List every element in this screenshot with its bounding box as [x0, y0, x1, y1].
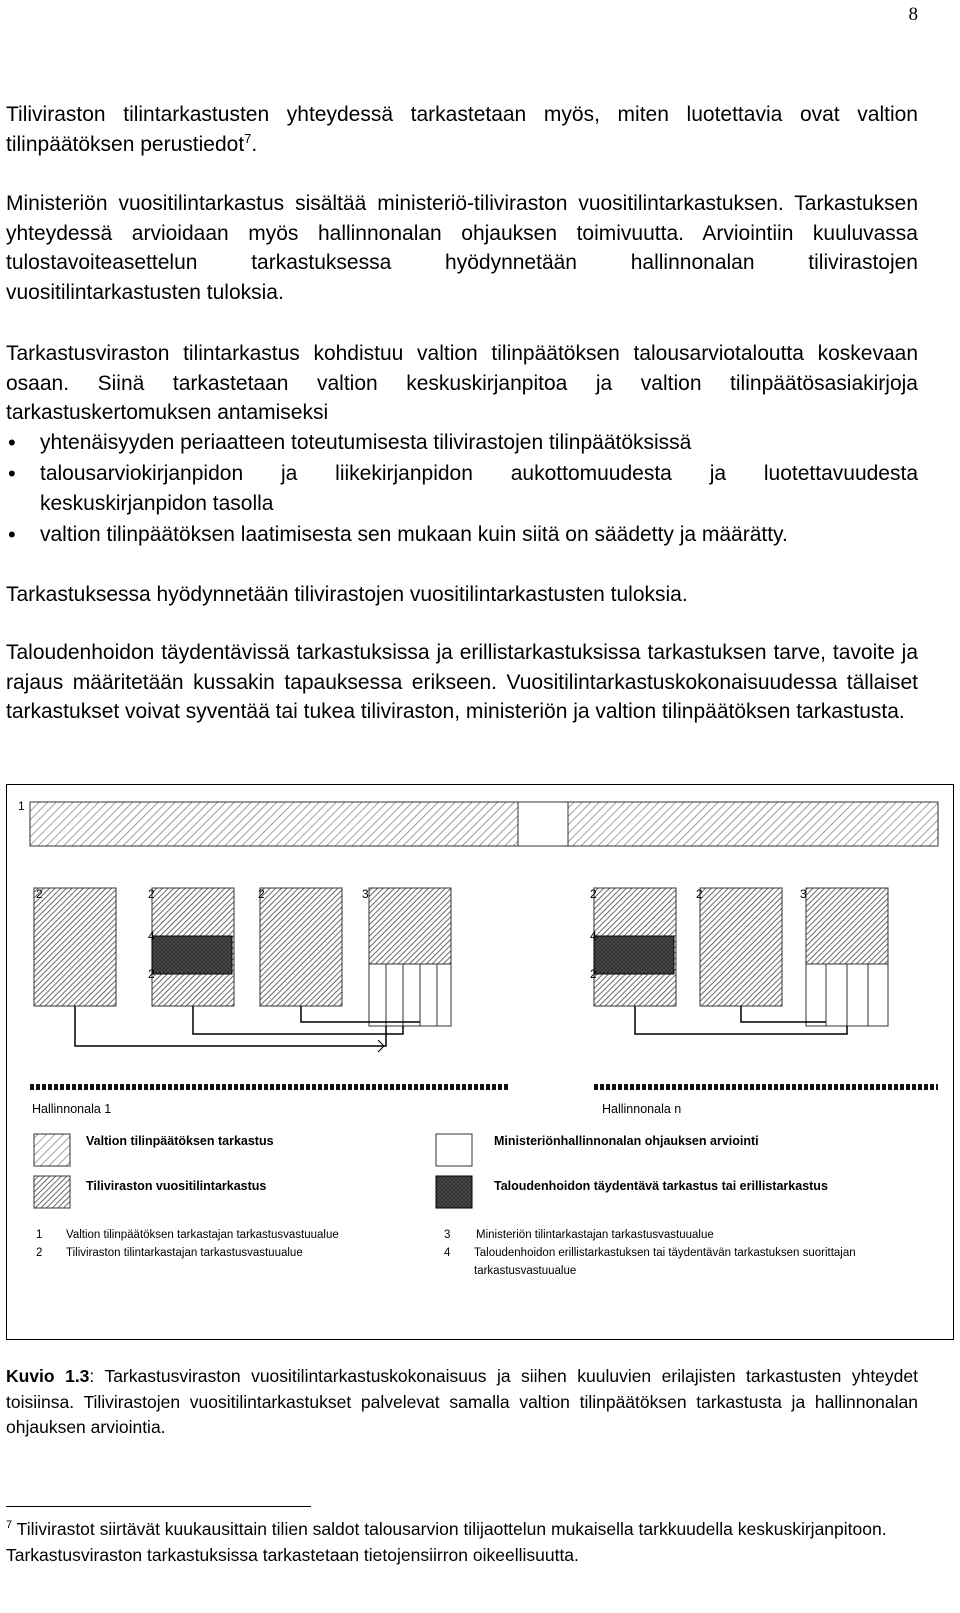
supplementary-audit-box — [594, 936, 674, 974]
note-number: 2 — [36, 1247, 43, 1259]
note-text: Valtion tilinpäätöksen tarkastajan tarkastusvastuualue — [66, 1229, 339, 1241]
paragraph-3-end: Tarkastuksessa hyödynnetään tilivirastojen vuositilintarkastusten tuloksia. — [6, 583, 688, 606]
footnote — [6, 1516, 918, 1568]
legend-swatch-dark — [436, 1176, 472, 1208]
paragraph-1-end: . — [251, 132, 258, 156]
footnote-divider — [6, 1506, 311, 1507]
legend-swatch-white — [436, 1134, 472, 1166]
state-audit-band-right — [568, 802, 938, 846]
footnote-text: Tilivirastot siirtävät kuukausittain tilien saldot talousarvion tilijaottelun mukaisella tarkkuudella keskuskirjanpitoon. Tarkastusviraston tarkastuksissa tarkastetaan tietojensiirron oikeellisuutta. — [6, 1519, 887, 1565]
inner-number: 2 — [148, 967, 155, 981]
note-number: 1 — [36, 1229, 43, 1241]
box-number: 2 — [36, 887, 43, 901]
footnote-mark: 7 — [6, 1519, 13, 1532]
bullet-item: • yhtenäisyyden periaatteen toteutumisesta tilivirastojen tilinpäätöksissä — [6, 428, 918, 459]
figure-audit-structure — [6, 784, 954, 1340]
box-number: 3 — [800, 887, 807, 901]
legend-label: Valtion tilinpäätöksen tarkastus — [86, 1134, 274, 1148]
box-number: 3 — [362, 887, 369, 901]
ministry-gap-box — [518, 802, 568, 846]
caption-text: : Tarkastusviraston vuositilintarkastuskokonaisuus ja siihen kuuluvien erilajisten tarkastusten yhteydet toisiinsa. Tilivirastojen vuositilintarkastukset palvelevat samalla valtion tilinpäätöksen tarkastusta ja hallinnonalan ohjauksen arviointia. — [6, 1366, 918, 1437]
caption-label: Kuvio 1.3 — [6, 1366, 90, 1386]
sector-bar-left — [30, 1084, 508, 1090]
page-number: 8 — [908, 4, 918, 25]
state-audit-band — [30, 802, 518, 846]
note-text: Tiliviraston tilintarkastajan tarkastusvastuualue — [66, 1247, 303, 1259]
inner-number: 4 — [590, 929, 597, 943]
box-number: 2 — [590, 887, 597, 901]
bullet-item: • valtion tilinpäätöksen laatimisesta sen mukaan kuin siitä on säädetty ja määrätty. — [6, 520, 918, 551]
paragraph-1 — [6, 100, 918, 159]
bullet-item: • talousarviokirjanpidon ja liikekirjanpidon aukottomuudesta ja luotettavuudesta keskuskirjanpidon tasolla — [6, 459, 918, 520]
bullet-list — [6, 428, 918, 550]
sector-bar-right — [592, 1084, 938, 1090]
box-number: 2 — [148, 887, 155, 901]
note-number: 3 — [444, 1229, 451, 1241]
ministry-evaluation-box — [369, 964, 451, 1026]
note-text: Ministeriön tilintarkastajan tarkastusvastuualue — [476, 1229, 714, 1241]
inner-number: 2 — [590, 967, 597, 981]
group-right-label: Hallinnonala n — [602, 1102, 682, 1116]
note-text: Taloudenhoidon erillistarkastuksen tai täydentävän tarkastuksen suorittajan tarkastusvastuualue — [474, 1247, 856, 1277]
box-number: 2 — [696, 887, 703, 901]
legend-label: Ministeriönhallinnonalan ohjauksen arviointi — [494, 1134, 759, 1148]
paragraph-2: Ministeriön vuositilintarkastus sisältää ministeriö-tiliviraston vuositilintarkastuksen. Tarkastuksen yhteydessä arvioidaan myös hallinnonalan ohjauksen toimivuutta. Arviointiin kuuluvassa tulostavoiteasettelun tarkastuksessa hyödynnetään hallinnonalan tilivirastojen vuositilintarkastusten tuloksia. — [6, 192, 918, 304]
group-left-label: Hallinnonala 1 — [32, 1102, 112, 1116]
paragraph-4: Taloudenhoidon täydentävissä tarkastuksissa ja erillistarkastuksissa tarkastuksen tarve, tavoite ja rajaus määritetään kussakin tapauksessa erikseen. Vuositilintarkastuskokonaisuudessa tällaiset tarkastukset voivat syventää tai tukea tiliviraston, ministeriön ja valtion tilinpäätöksen tarkastusta. — [6, 641, 918, 724]
box-number: 2 — [258, 887, 265, 901]
inner-number: 4 — [148, 929, 155, 943]
legend-label: Tiliviraston vuositilintarkastus — [86, 1179, 267, 1193]
footnote-ref: 7 — [244, 130, 252, 146]
legend-swatch-dense — [34, 1176, 70, 1208]
top-number: 1 — [18, 799, 25, 813]
note-number: 4 — [444, 1247, 451, 1259]
figure-diagram — [6, 784, 954, 1340]
audit-box — [260, 888, 342, 1006]
supplementary-audit-box — [152, 936, 232, 974]
paragraph-3: Tarkastusviraston tilintarkastus kohdistuu valtion tilinpäätöksen talousarviotaloutta koskevaan osaan. Siinä tarkastetaan valtion keskuskirjanpitoa ja valtion tilinpäätösasiakirjoja tarkastuskertomuksen antamiseksi — [6, 342, 918, 425]
figure-caption — [6, 1364, 918, 1441]
legend-label: Taloudenhoidon täydentävä tarkastus tai erillistarkastus — [494, 1179, 828, 1193]
audit-box — [34, 888, 116, 1006]
audit-box — [700, 888, 782, 1006]
paragraph-1-text: Tiliviraston tilintarkastusten yhteydessä tarkastetaan myös, miten luotettavia ovat valtion tilinpäätöksen perustiedot — [6, 103, 918, 156]
legend-swatch-light — [34, 1134, 70, 1166]
